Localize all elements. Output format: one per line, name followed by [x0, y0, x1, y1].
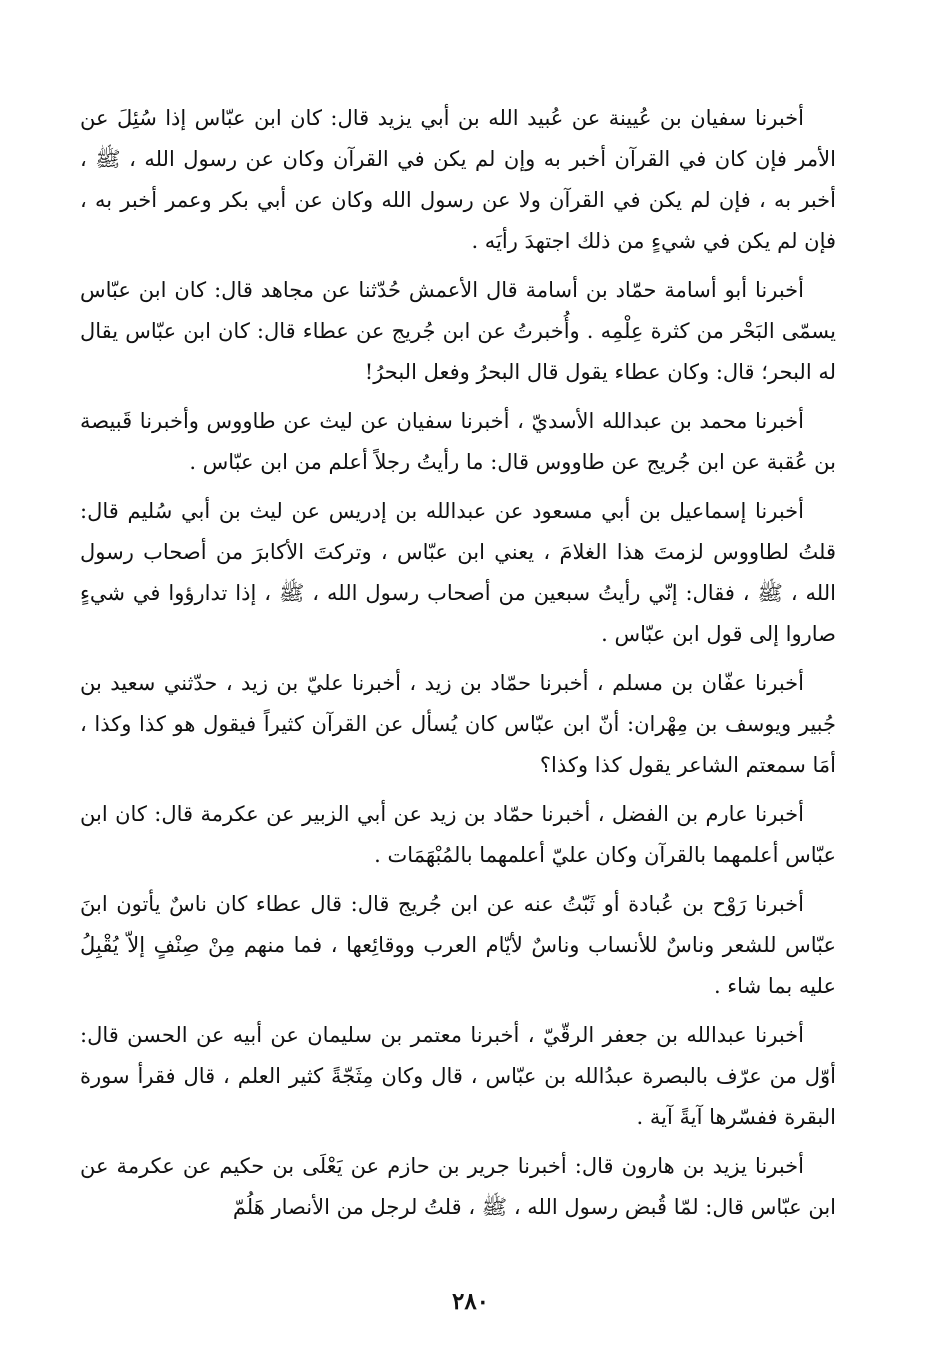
page-number: ٢٨٠	[451, 1288, 490, 1315]
paragraph: أخبرنا أبو أسامة حمّاد بن أسامة قال الأعمش حُدّثنا عن مجاهد قال: كان ابن عبّاس يسمّى البَحْر من كثرة عِلْمِه . وأُخبرتُ عن ابن جُريج عن عطاء قال: كان ابن عبّاس يقال له البحر؛ قال: وكان عطاء يقول قال البحرُ وفعل البحرُ!	[80, 278, 836, 384]
paragraph: أخبرنا عبدالله بن جعفر الرقّيّ ، أخبرنا معتمر بن سليمان عن أبيه عن الحسن قال: أوّل من عرّف بالبصرة عبدُالله بن عبّاس ، قال وكان مِثَجّةً كثير العلم ، قال فقرأ سورة البقرة ففسّرها آيةً آية .	[80, 1023, 836, 1129]
paragraph: أخبرنا محمد بن عبدالله الأسديّ ، أخبرنا سفيان عن ليث عن طاووس وأخبرنا قَبيصة بن عُقبة عن ابن جُريج عن طاووس قال: ما رأيتُ رجلاً أعلم من ابن عبّاس .	[80, 409, 836, 474]
paragraph: أخبرنا يزيد بن هارون قال: أخبرنا جرير بن حازم عن يَعْلَى بن حكيم عن عكرمة عن ابن عبّاس قال: لمّا قُبض رسول الله ، ﷺ ، قلتُ لرجل من الأنصار هَلُمّ	[80, 1154, 836, 1219]
paragraph: أخبرنا عفّان بن مسلم ، أخبرنا حمّاد بن زيد ، أخبرنا عليّ بن زيد ، حدّثني سعيد بن جُبير ويوسف بن مِهْران: أنّ ابن عبّاس كان يُسأل عن القرآن كثيراً فيقول هو كذا وكذا ، أمَا سمعتم الشاعر يقول كذا وكذا؟	[80, 671, 836, 777]
paragraph: أخبرنا سفيان بن عُيينة عن عُبيد الله بن أبي يزيد قال: كان ابن عبّاس إذا سُئِلَ عن الأمر فإن كان في القرآن أخبر به وإن لم يكن في القرآن وكان عن رسول الله ، ﷺ ، أخبر به ، فإن لم يكن في القرآن ولا عن رسول الله وكان عن أبي بكر وعمر أخبر به ، فإن لم يكن في شيءٍ من ذلك اجتهدَ رأيَه .	[80, 106, 836, 253]
page-body	[80, 98, 836, 1236]
paragraph: أخبرنا عارم بن الفضل ، أخبرنا حمّاد بن زيد عن أبي الزبير عن عكرمة قال: كان ابن عبّاس أعلمهما بالقرآن وكان عليّ أعلمهما بالمُبْهَمَات .	[80, 802, 836, 867]
paragraph: أخبرنا رَوْح بن عُبادة أو ثَبّتُ عنه عن ابن جُريج قال: قال عطاء كان ناسٌ يأتون ابنَ عبّاس للشعر وناسٌ للأنساب وناسٌ لأيّام العرب ووقائِعها ، فما منهم مِنْ صِنْفٍ إلاّ يُقْبِلُ عليه بما شاء .	[80, 892, 836, 998]
paragraph: أخبرنا إسماعيل بن أبي مسعود عن عبدالله بن إدريس عن ليث بن أبي سُليم قال: قلتُ لطاووس لزمتَ هذا الغلامَ ، يعني ابن عبّاس ، وتركتَ الأكابرَ من أصحاب رسول الله ، ﷺ ، فقال: إنّي رأيتُ سبعين من أصحاب رسول الله ، ﷺ ، إذا تدارؤوا في شيءٍ صاروا إلى قول ابن عبّاس .	[80, 499, 836, 646]
